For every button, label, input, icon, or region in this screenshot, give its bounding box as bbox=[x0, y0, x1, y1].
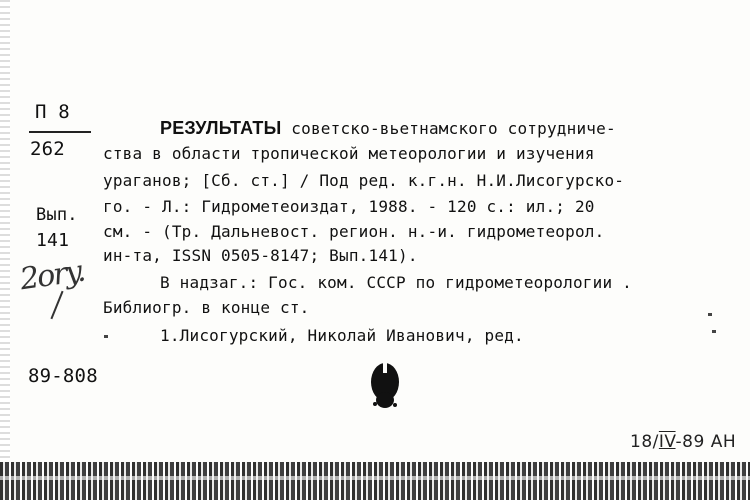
entry-title: РЕЗУЛЬТАТЫ bbox=[160, 118, 282, 138]
card-bottom-edge bbox=[0, 462, 750, 500]
classmark-divider bbox=[29, 131, 91, 133]
speck bbox=[712, 330, 716, 333]
speck bbox=[708, 313, 712, 316]
classmark-top: П 8 bbox=[35, 101, 70, 123]
entry-line-9: 1.Лисогурский, Николай Иванович, ред. bbox=[160, 326, 524, 345]
handwritten-mark: 2ory. bbox=[17, 253, 87, 298]
entry-line-1 bbox=[160, 119, 616, 137]
date-stamp: 18/IV-89 АН bbox=[630, 432, 737, 452]
entry-line-8: Библиогр. в конце ст. bbox=[103, 298, 310, 317]
entry-line-6: ин-та, ISSN 0505-8147; Вып.141). bbox=[103, 246, 418, 265]
entry-line-1-text: советско-вьетнамского сотрудниче- bbox=[291, 119, 616, 138]
issue-label: Вып. bbox=[36, 205, 78, 225]
entry-line-5: см. - (Тр. Дальневост. регион. н.-и. гидрометеорол. bbox=[103, 222, 605, 241]
entry-line-7: В надзаг.: Гос. ком. СССР по гидрометеорологии . bbox=[160, 273, 632, 292]
entry-line-2: ства в области тропической метеорологии и изучения bbox=[103, 144, 595, 163]
date-day: 18 bbox=[630, 432, 653, 452]
date-month: IV bbox=[658, 432, 676, 452]
entry-line-3: ураганов; [Сб. ст.] / Под ред. к.г.н. Н.И.Лисогурско- bbox=[103, 171, 625, 190]
classmark-bottom: 262 bbox=[30, 138, 65, 160]
date-rest: -89 АН bbox=[675, 432, 737, 452]
issue-number: 141 bbox=[36, 230, 70, 251]
accession-number: 89-808 bbox=[28, 365, 98, 387]
ink-blot-stamp bbox=[368, 360, 402, 412]
entry-line-4: го. - Л.: Гидрометеоиздат, 1988. - 120 с.: ил.; 20 bbox=[103, 197, 595, 216]
handwritten-stroke bbox=[50, 291, 63, 320]
card-left-edge bbox=[0, 0, 10, 460]
speck bbox=[104, 335, 108, 338]
